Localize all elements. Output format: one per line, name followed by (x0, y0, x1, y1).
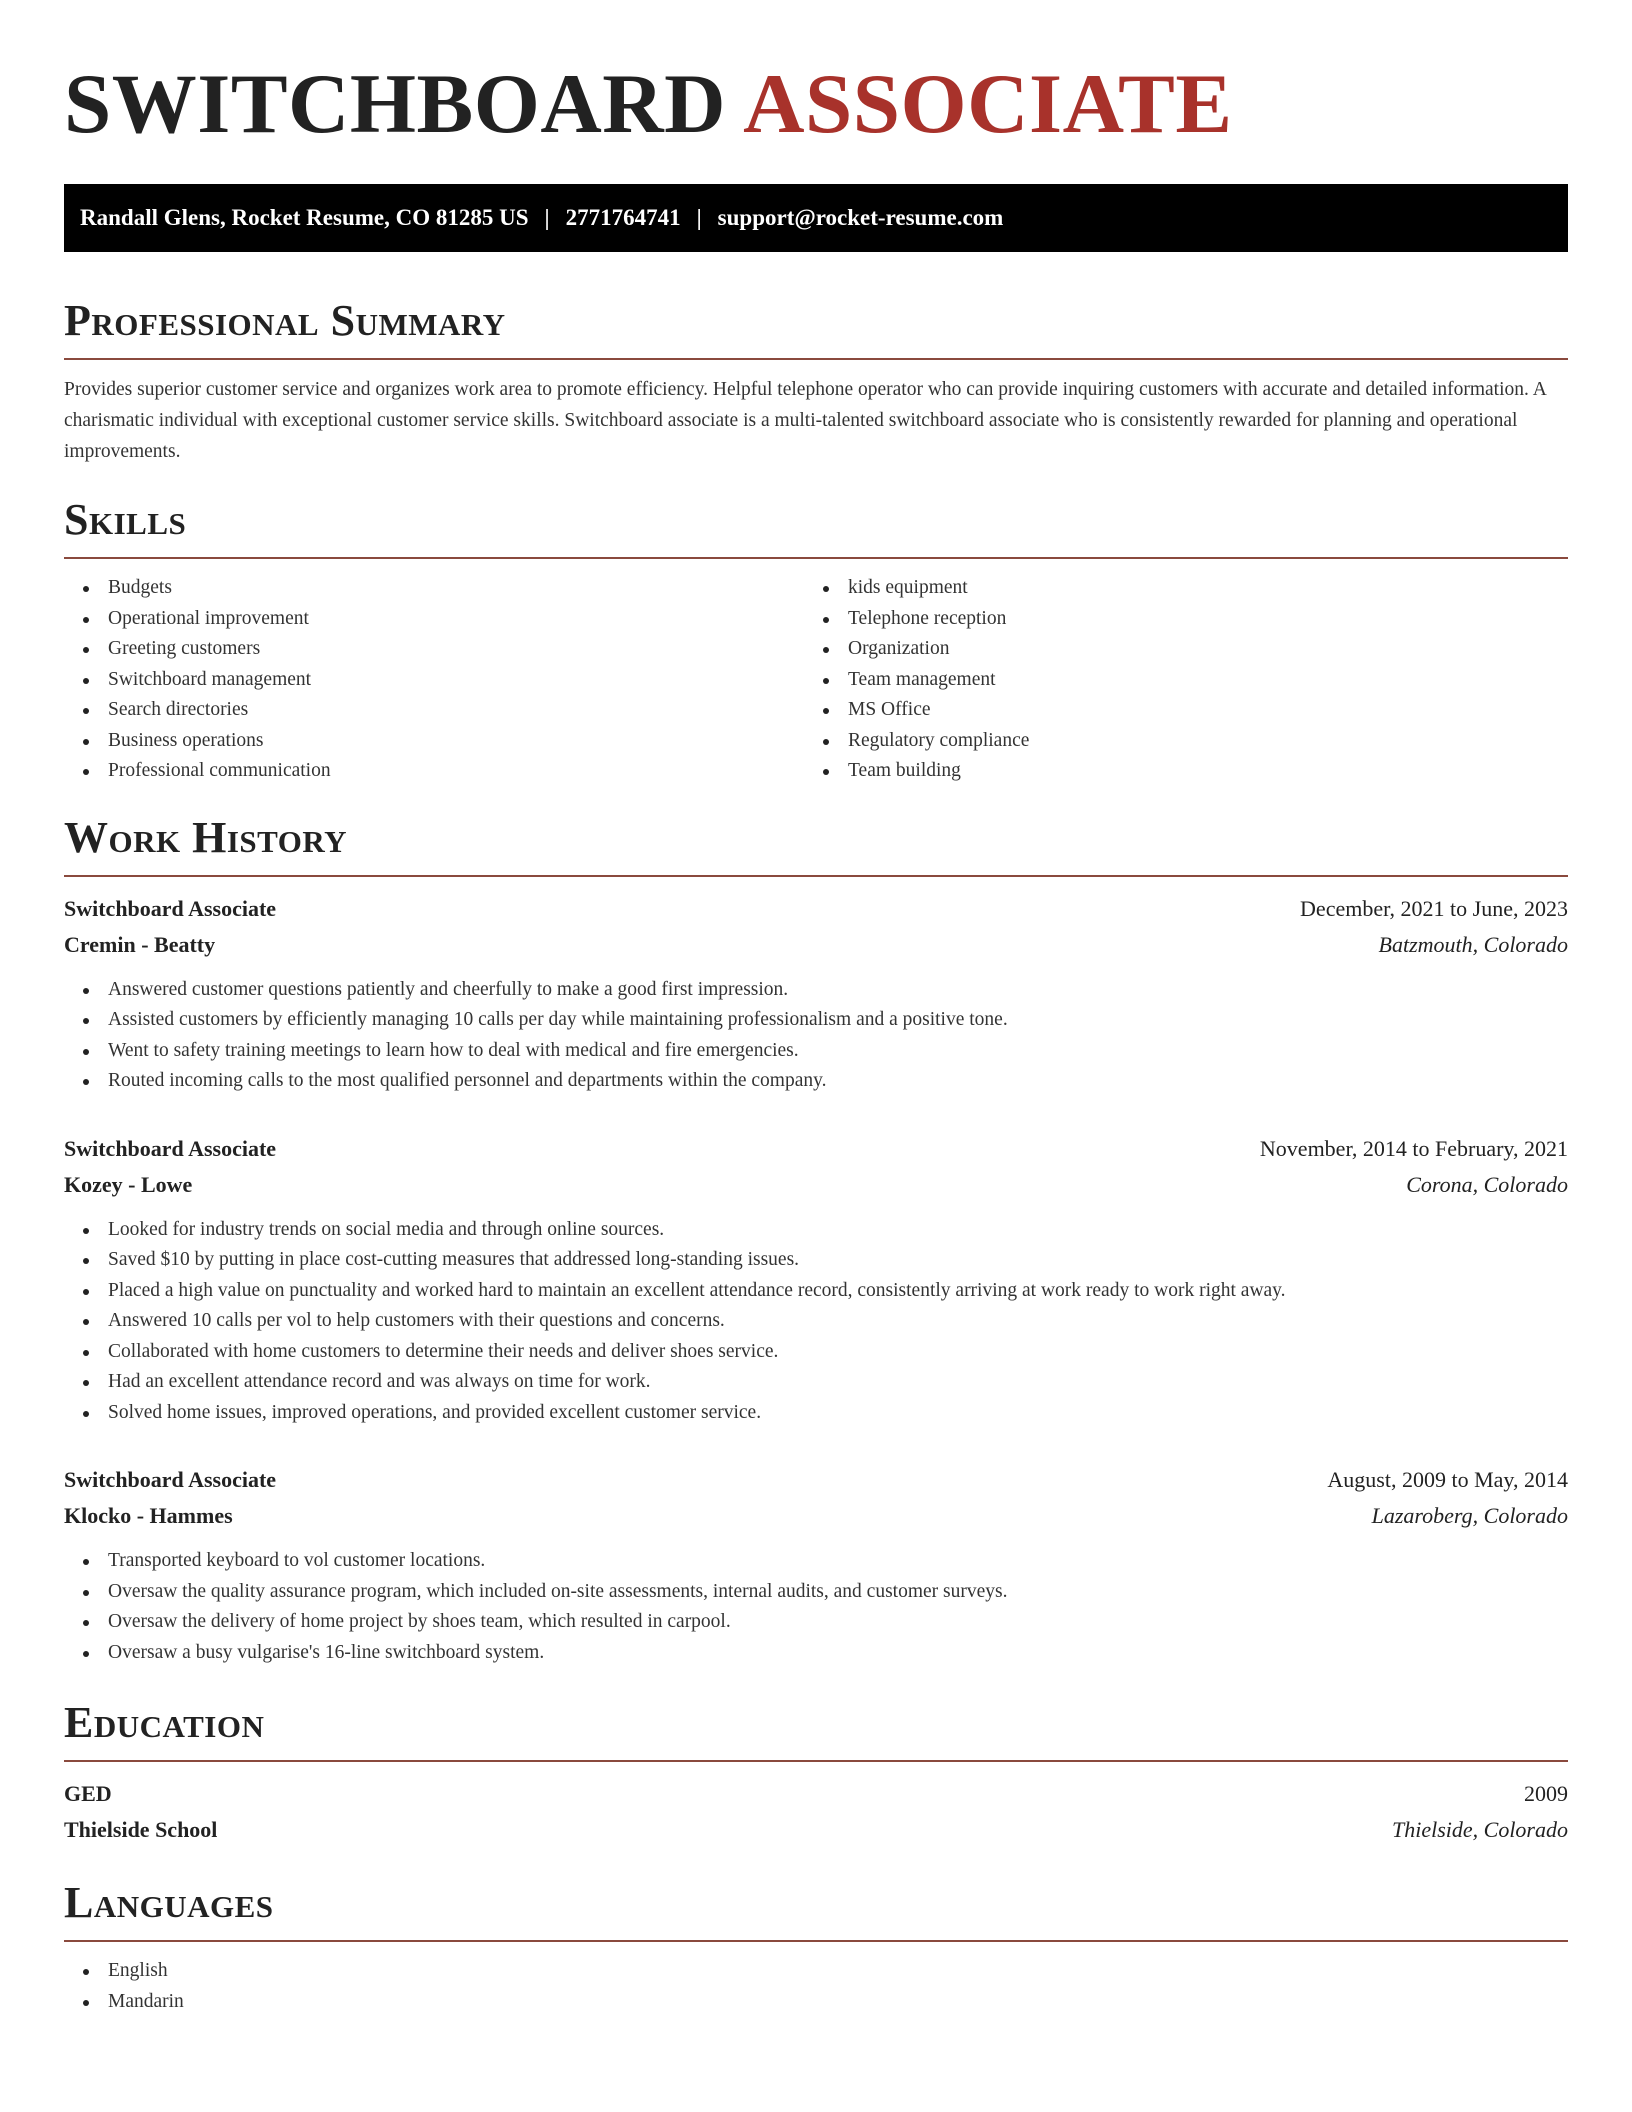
education-school-row (64, 1812, 1568, 1848)
education-year: 2009 (1524, 1781, 1568, 1806)
skill-item: kids equipment (804, 573, 1544, 604)
job-bullet: Oversaw the quality assurance program, which included on-site assessments, internal audits, and customer surveys. (64, 1577, 1568, 1608)
skill-item: Greeting customers (64, 634, 804, 665)
skill-item: Search directories (64, 695, 804, 726)
education-location: Thielside, Colorado (1391, 1817, 1568, 1842)
section-divider (64, 557, 1568, 559)
job-company-row (64, 1498, 1568, 1534)
job-entry (64, 891, 1568, 1097)
job-bullet: Collaborated with home customers to determine their needs and deliver shoes service. (64, 1337, 1568, 1368)
job-bullet: Assisted customers by efficiently managing 10 calls per day while maintaining professionalism and a positive tone. (64, 1005, 1568, 1036)
title-accent: ASSOCIATE (743, 57, 1233, 151)
section-heading: Skills (64, 495, 187, 544)
job-bullet: Placed a high value on punctuality and worked hard to maintain an excellent attendance record, consistently arriving at work ready to work right away. (64, 1276, 1568, 1307)
skill-item: Professional communication (64, 756, 804, 787)
skills-section (64, 495, 1568, 787)
job-title: Switchboard Associate (64, 1467, 277, 1492)
section-divider (64, 358, 1568, 360)
skill-item: Business operations (64, 726, 804, 757)
skill-item: Organization (804, 634, 1544, 665)
languages-list (64, 1956, 1568, 2017)
job-company: Cremin - Beatty (64, 931, 216, 957)
summary-text: Provides superior customer service and organizes work area to promote efficiency. Helpful telephone operator who can provide inquiring customers with accurate and detailed information. A charismatic individual with exceptional customer service skills. Switchboard associate is a multi-talented switchboard associate who is consistently rewarded for planning and operational improvements. (64, 379, 1546, 462)
skill-item: Operational improvement (64, 604, 804, 635)
skills-list-right (804, 573, 1544, 787)
job-bullet: Had an excellent attendance record and was always on time for work. (64, 1367, 1568, 1398)
skill-item: Budgets (64, 573, 804, 604)
contact-separator: | (544, 205, 550, 230)
skill-item: Team building (804, 756, 1544, 787)
resume-title (64, 58, 1568, 150)
job-bullet: Oversaw a busy vulgarise's 16-line switchboard system. (64, 1638, 1568, 1669)
job-bullet: Saved $10 by putting in place cost-cutting measures that addressed long-standing issues. (64, 1245, 1568, 1276)
section-heading: Professional Summary (64, 296, 506, 345)
job-location: Corona, Colorado (1406, 1171, 1568, 1197)
job-bullet: Transported keyboard to vol customer locations. (64, 1546, 1568, 1577)
education-degree-row (64, 1776, 1568, 1812)
job-location: Batzmouth, Colorado (1378, 931, 1568, 957)
contact-address: Randall Glens, Rocket Resume, CO 81285 US (80, 205, 529, 230)
section-heading: Education (64, 1698, 265, 1747)
skills-grid (64, 573, 1568, 787)
contact-bar (64, 184, 1568, 252)
section-divider (64, 1940, 1568, 1942)
language-item: English (64, 1956, 1568, 1987)
job-bullet: Oversaw the delivery of home project by shoes team, which resulted in carpool. (64, 1607, 1568, 1638)
skill-item: Regulatory compliance (804, 726, 1544, 757)
contact-email: support@rocket-resume.com (717, 205, 1004, 230)
language-item: Mandarin (64, 1987, 1568, 2018)
job-bullet: Went to safety training meetings to learn how to deal with medical and fire emergencies. (64, 1036, 1568, 1067)
job-header-row (64, 1131, 1568, 1167)
job-bullet: Routed incoming calls to the most qualified personnel and departments within the company. (64, 1066, 1568, 1097)
job-title: Switchboard Associate (64, 895, 277, 921)
skill-item: MS Office (804, 695, 1544, 726)
job-bullet: Answered customer questions patiently and cheerfully to make a good first impression. (64, 975, 1568, 1006)
job-entry (64, 1131, 1568, 1429)
skill-item: Telephone reception (804, 604, 1544, 635)
job-dates: December, 2021 to June, 2023 (1300, 895, 1568, 921)
job-company-row (64, 1167, 1568, 1203)
job-bullets (64, 1546, 1568, 1668)
summary-section (64, 296, 1568, 467)
skill-item: Team management (804, 665, 1544, 696)
job-entry (64, 1462, 1568, 1668)
job-bullets (64, 1215, 1568, 1429)
education-degree: GED (64, 1781, 112, 1806)
languages-section (64, 1878, 1568, 2017)
job-header-row (64, 1462, 1568, 1498)
job-bullet: Solved home issues, improved operations, and provided excellent customer service. (64, 1398, 1568, 1429)
job-dates: August, 2009 to May, 2014 (1327, 1467, 1568, 1492)
work-history-section (64, 813, 1568, 1669)
job-company: Klocko - Hammes (64, 1503, 233, 1528)
job-company-row (64, 927, 1568, 963)
contact-separator: | (696, 205, 702, 230)
job-dates: November, 2014 to February, 2021 (1259, 1135, 1568, 1161)
job-title: Switchboard Associate (64, 1135, 277, 1161)
skills-list-left (64, 573, 804, 787)
contact-phone: 2771764741 (565, 205, 681, 230)
job-bullet: Answered 10 calls per vol to help customers with their questions and concerns. (64, 1306, 1568, 1337)
job-bullet: Looked for industry trends on social media and through online sources. (64, 1215, 1568, 1246)
section-divider (64, 875, 1568, 877)
section-heading: Work History (64, 812, 348, 862)
section-divider (64, 1760, 1568, 1762)
education-section (64, 1698, 1568, 1848)
job-company: Kozey - Lowe (64, 1171, 193, 1197)
skill-item: Switchboard management (64, 665, 804, 696)
title-main: SWITCHBOARD (64, 57, 727, 151)
job-bullets (64, 975, 1568, 1097)
education-school: Thielside School (64, 1817, 218, 1842)
job-header-row (64, 891, 1568, 927)
job-location: Lazaroberg, Colorado (1371, 1503, 1568, 1528)
section-heading: Languages (64, 1878, 274, 1927)
